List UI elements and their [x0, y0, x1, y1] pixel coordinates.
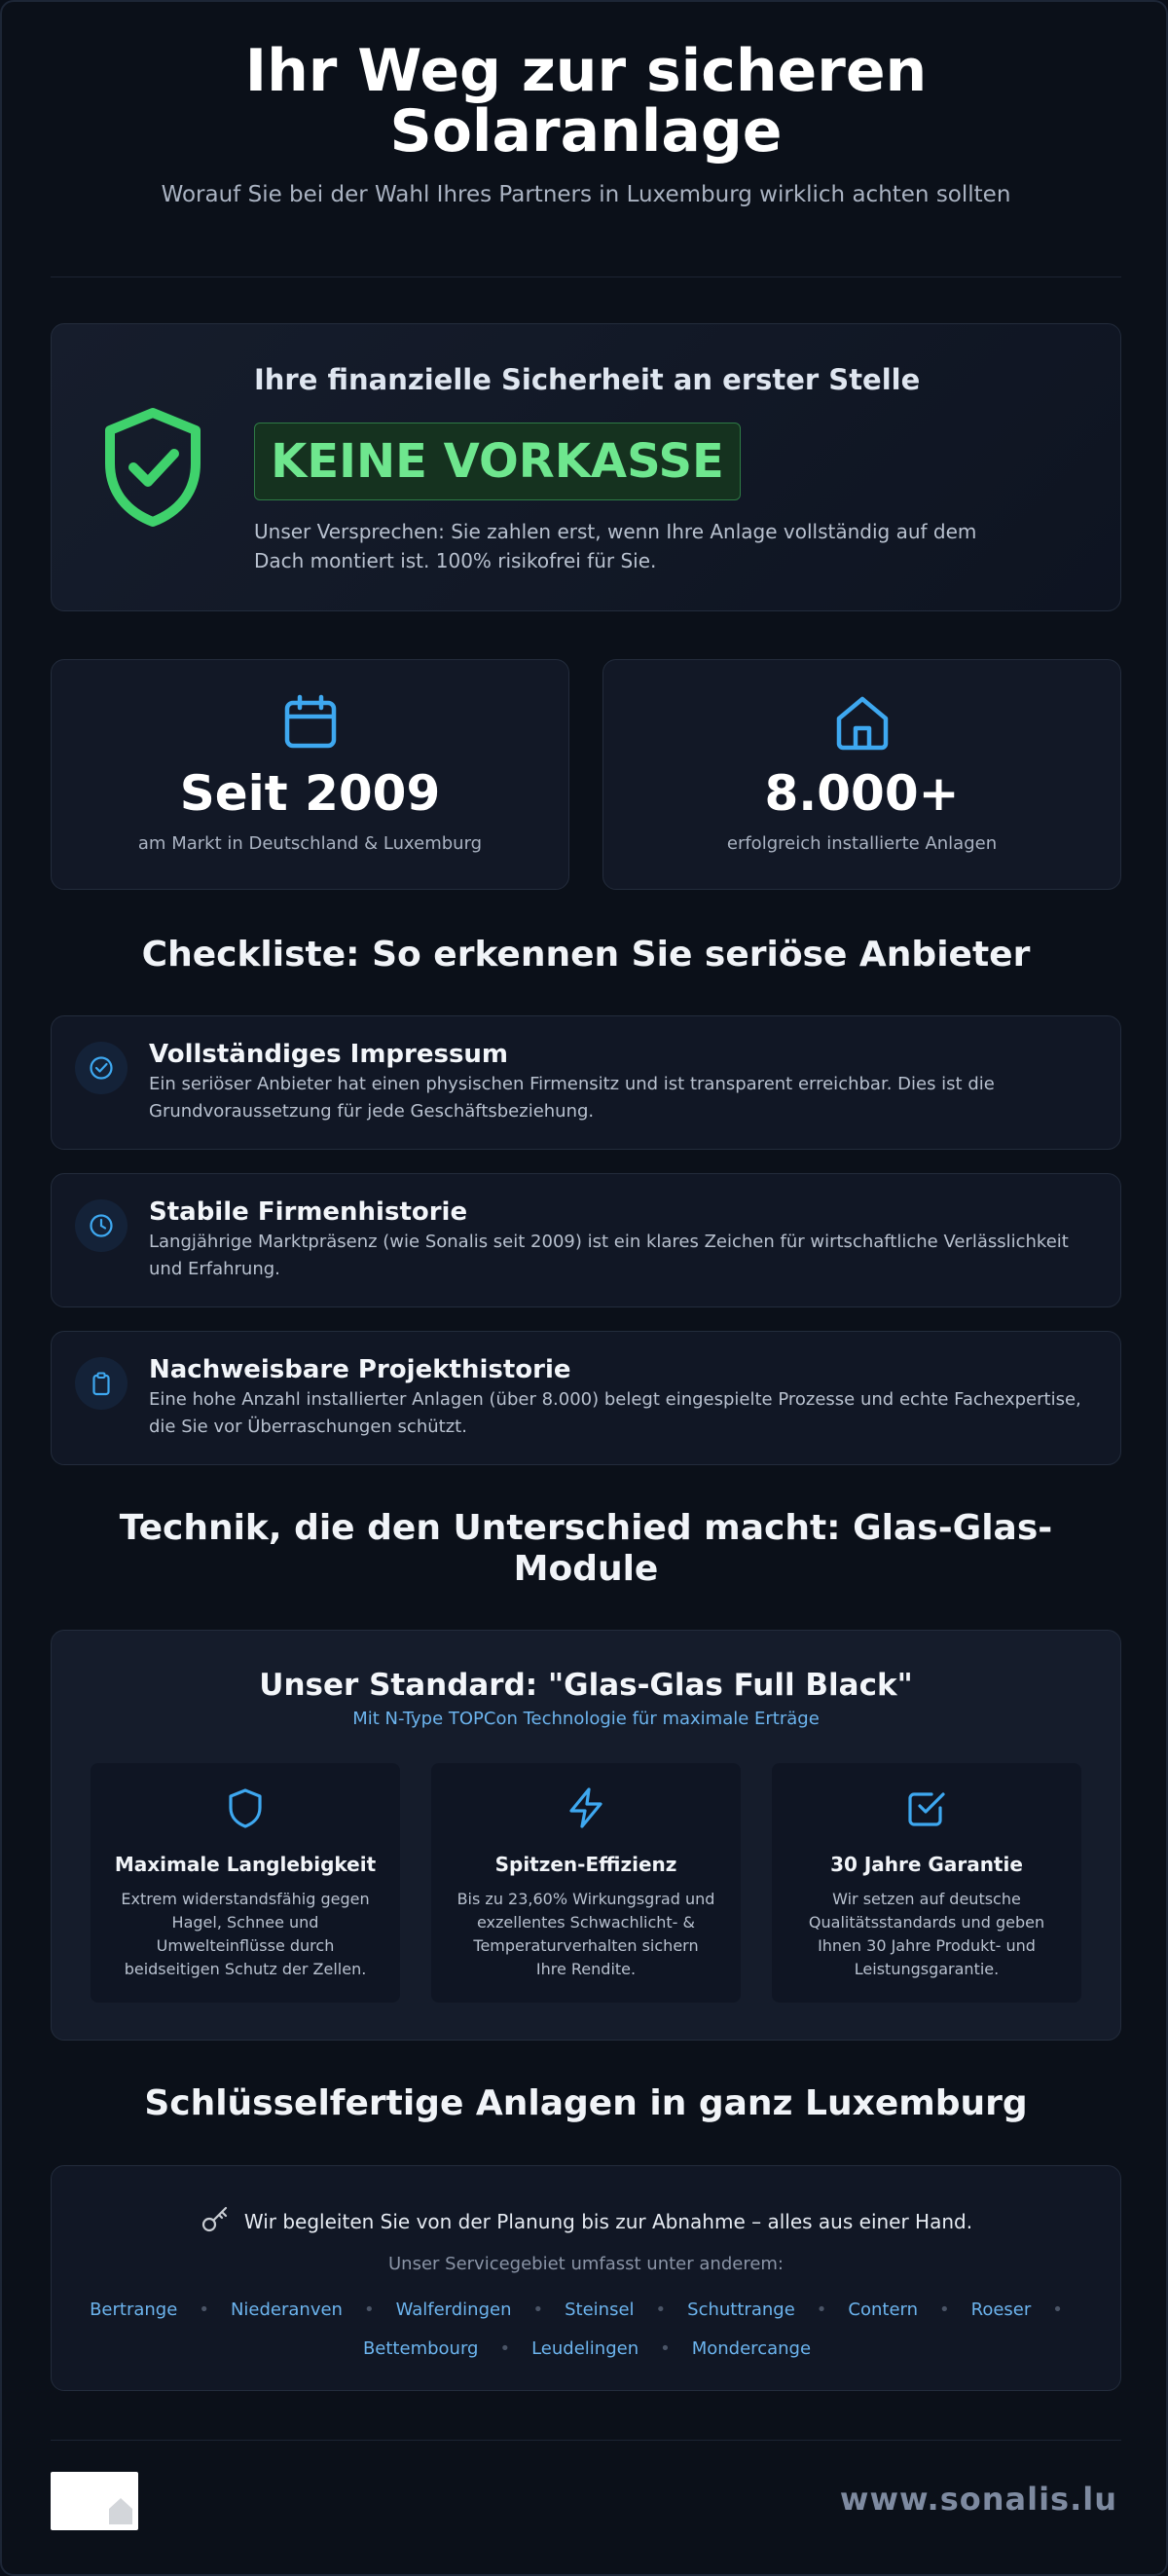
stat-value: 8.000+	[764, 765, 960, 822]
shield-check-icon	[102, 407, 203, 528]
service-place: Steinsel	[565, 2300, 635, 2320]
service-lead-text: Wir begleiten Sie von der Planung bis zur Abnahme – alles aus einer Hand.	[243, 2210, 973, 2233]
no-prepayment-badge: KEINE VORKASSE	[254, 423, 741, 500]
feature-title: Spitzen-Effizienz	[494, 1853, 677, 1876]
checklist-item-text: Ein seriöser Anbieter hat einen physischen Firmensitz und ist transparent erreichbar. Dies ist die Grundvoraussetzung für jede Geschäftsbeziehung.	[149, 1074, 995, 1122]
shield-icon	[224, 1786, 267, 1829]
checkbox-icon	[905, 1786, 948, 1829]
separator-dot: •	[939, 2300, 950, 2320]
calendar-icon	[281, 693, 340, 752]
logo-house-icon	[107, 2495, 134, 2526]
separator-dot: •	[1052, 2300, 1063, 2320]
service-place: Bettembourg	[362, 2338, 479, 2359]
no-prepayment-card	[51, 323, 1121, 611]
stat-card-installations	[602, 659, 1121, 890]
feature-card	[772, 1763, 1081, 2003]
divider	[51, 2440, 1121, 2441]
separator-dot: •	[816, 2300, 827, 2320]
service-place: Leudelingen	[531, 2338, 639, 2359]
feature-text: Extrem widerstandsfähig gegen Hagel, Schnee und Umwelteinflüsse durch beidseitigen Schutz der Zellen.	[121, 1890, 370, 1978]
stat-value: Seit 2009	[179, 765, 441, 822]
website-url[interactable]: www.sonalis.lu	[839, 2481, 1117, 2518]
feature-title: Maximale Langlebigkeit	[114, 1853, 377, 1876]
separator-dot: •	[199, 2300, 209, 2320]
checklist-item-title: Nachweisbare Projekthistorie	[149, 1355, 571, 1384]
hero-heading: Ihre finanzielle Sicherheit an erster Stelle	[254, 363, 921, 396]
tech-card-subtitle: Mit N-Type TOPCon Technologie für maximale Erträge	[352, 1709, 820, 1729]
separator-dot: •	[532, 2300, 544, 2320]
house-icon	[833, 693, 892, 752]
feature-title: 30 Jahre Garantie	[830, 1853, 1023, 1876]
checklist-item-text: Eine hohe Anzahl installierter Anlagen (über 8.000) belegt eingespielte Prozesse und echte Fachexpertise, die Sie vor Überraschungen schützt.	[149, 1389, 1081, 1437]
page-title: Ihr Weg zur sicheren Solaranlage	[244, 37, 928, 166]
service-area-label: Unser Servicegebiet umfasst unter anderem:	[388, 2254, 784, 2274]
clock-icon	[89, 1213, 114, 1238]
checklist-item	[51, 1331, 1121, 1465]
check-circle-icon	[89, 1055, 114, 1081]
service-place: Bertrange	[90, 2300, 178, 2320]
clipboard-icon	[89, 1371, 114, 1396]
stat-card-years	[51, 659, 569, 890]
checklist-item-title: Vollständiges Impressum	[149, 1040, 509, 1069]
stat-label: erfolgreich installierte Anlagen	[726, 833, 998, 854]
page-subtitle: Worauf Sie bei der Wahl Ihres Partners in Luxemburg wirklich achten sollten	[161, 182, 1011, 207]
hero-text: Unser Versprechen: Sie zahlen erst, wenn Ihre Anlage vollständig auf dem Dach montiert ist. 100% risikofrei für Sie.	[254, 520, 977, 572]
feature-card	[91, 1763, 400, 2003]
service-place: Mondercange	[691, 2338, 812, 2359]
divider	[51, 276, 1121, 277]
separator-dot: •	[655, 2300, 667, 2320]
feature-text: Wir setzen auf deutsche Qualitätsstandards und geben Ihnen 30 Jahre Produkt- und Leistungsgarantie.	[808, 1890, 1045, 1978]
service-area-card	[51, 2165, 1121, 2391]
tech-heading: Technik, die den Unterschied macht: Glas-Glas-Module	[119, 1508, 1053, 1589]
service-place: Roeser	[970, 2300, 1032, 2320]
service-place: Contern	[848, 2300, 919, 2320]
tech-card-title: Unser Standard: "Glas-Glas Full Black"	[259, 1668, 913, 1703]
separator-dot: •	[660, 2338, 671, 2359]
checklist-item-title: Stabile Firmenhistorie	[149, 1197, 468, 1227]
checklist-item	[51, 1015, 1121, 1150]
separator-dot: •	[499, 2338, 511, 2359]
checklist-heading: Checkliste: So erkennen Sie seriöse Anbieter	[141, 935, 1031, 975]
key-icon	[200, 2203, 231, 2234]
separator-dot: •	[363, 2300, 375, 2320]
service-heading: Schlüsselfertige Anlagen in ganz Luxemburg	[144, 2083, 1028, 2123]
feature-card	[431, 1763, 741, 2003]
feature-text: Bis zu 23,60% Wirkungsgrad und exzellentes Schwachlicht- & Temperaturverhalten sichern Ihre Rendite.	[456, 1890, 715, 1978]
service-place: Walferdingen	[395, 2300, 512, 2320]
service-place: Schuttrange	[687, 2300, 795, 2320]
service-place: Niederanven	[230, 2300, 343, 2320]
lightning-icon	[565, 1786, 607, 1829]
stat-label: am Markt in Deutschland & Luxemburg	[137, 833, 483, 854]
checklist-item-text: Langjährige Marktpräsenz (wie Sonalis seit 2009) ist ein klares Zeichen für wirtschaftliche Verlässlichkeit und Erfahrung.	[149, 1232, 1069, 1279]
service-places-list	[71, 2291, 1103, 2369]
company-logo	[51, 2472, 138, 2530]
glass-module-card	[51, 1630, 1121, 2041]
checklist-item	[51, 1173, 1121, 1307]
